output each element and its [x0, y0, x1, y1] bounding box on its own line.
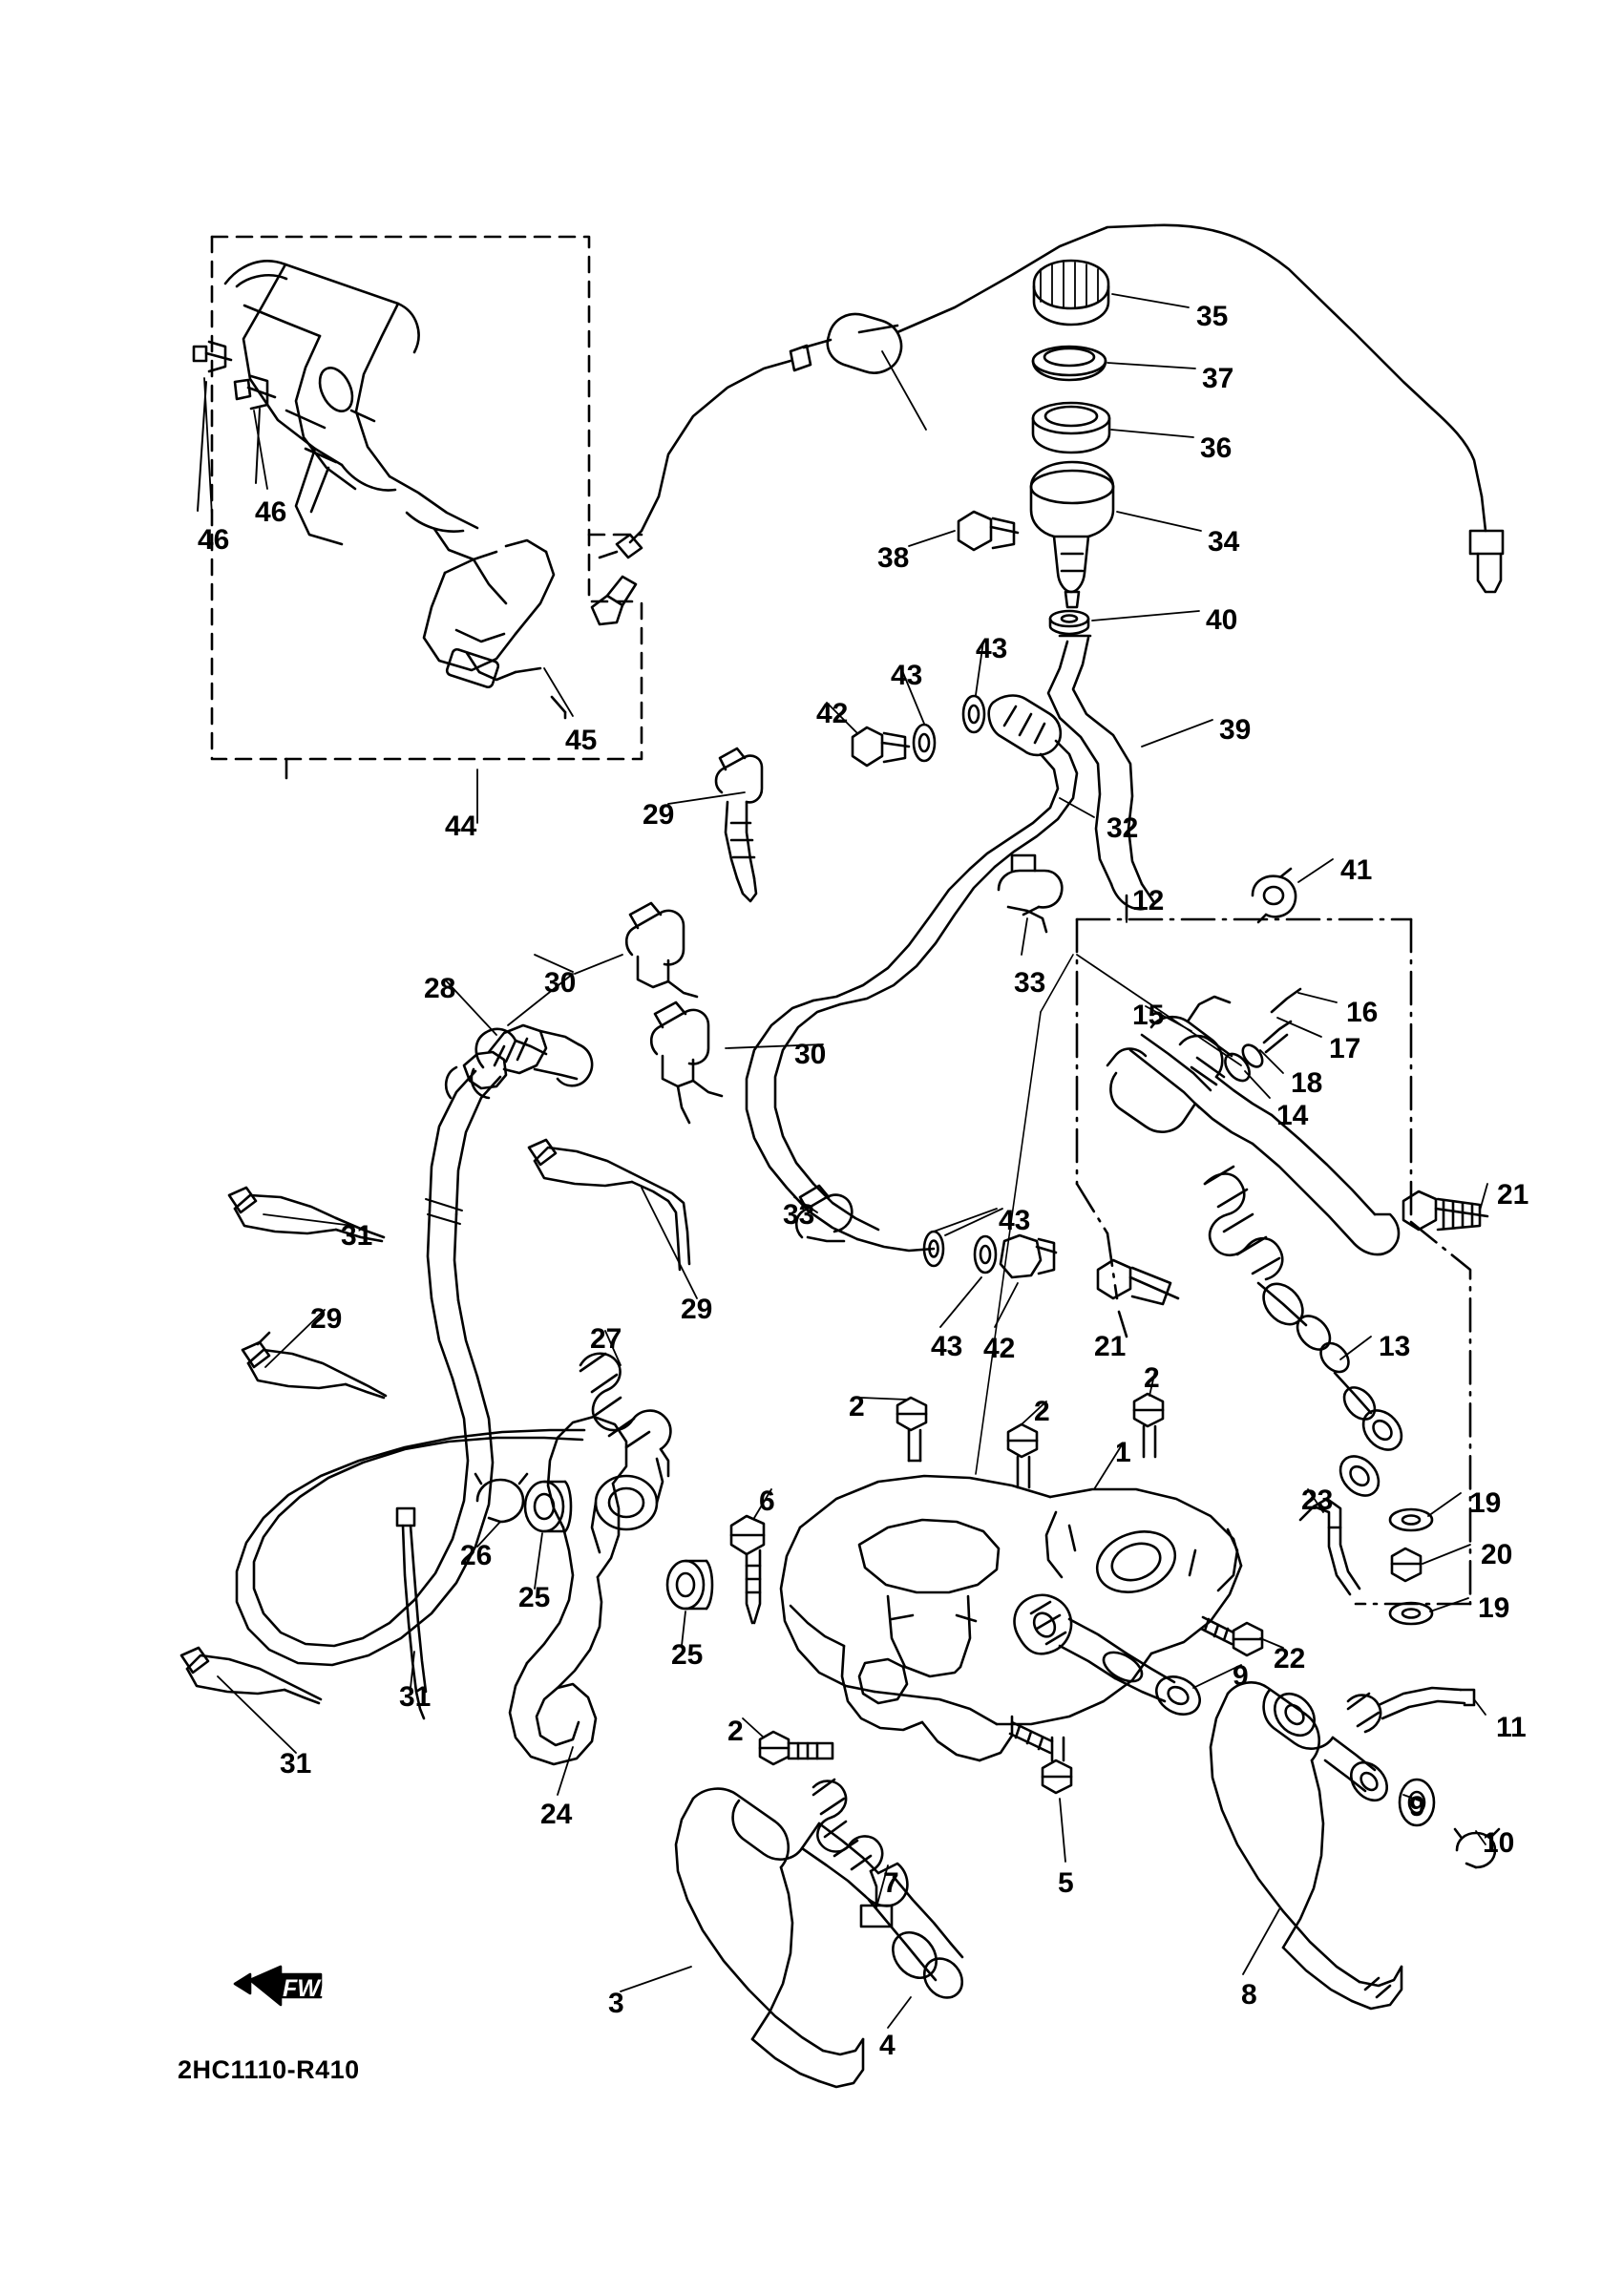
callout-14: 14	[1276, 1100, 1309, 1131]
callout-16: 16	[1346, 997, 1379, 1028]
callout-42: 42	[983, 1333, 1016, 1364]
callout-40: 40	[1206, 604, 1238, 636]
callout-7: 7	[883, 1867, 899, 1899]
callout-46: 46	[198, 524, 230, 556]
callout-15: 15	[1132, 1000, 1165, 1031]
callout-1: 1	[1115, 1437, 1131, 1468]
callout-19: 19	[1478, 1592, 1510, 1624]
callout-38: 38	[877, 542, 910, 574]
callout-10: 10	[1483, 1827, 1515, 1859]
callout-41: 41	[1340, 854, 1373, 886]
callout-42: 42	[816, 698, 849, 729]
callout-27: 27	[590, 1323, 622, 1355]
callout-24: 24	[540, 1799, 573, 1830]
callout-29: 29	[681, 1294, 713, 1325]
callout-5: 5	[1058, 1867, 1074, 1899]
callout-21: 21	[1497, 1179, 1529, 1211]
callout-30: 30	[794, 1039, 827, 1070]
callout-6: 6	[759, 1485, 775, 1517]
callout-30: 30	[544, 967, 577, 999]
callout-9: 9	[1409, 1791, 1425, 1822]
callout-2: 2	[1034, 1396, 1050, 1427]
callout-28: 28	[424, 973, 456, 1004]
callout-32: 32	[1107, 812, 1139, 844]
callout-8: 8	[1241, 1979, 1257, 2011]
callout-13: 13	[1379, 1331, 1411, 1362]
diagram-code-label: 2HC1110-R410	[178, 2055, 360, 2084]
callout-33: 33	[1014, 967, 1046, 999]
callout-34: 34	[1208, 526, 1240, 558]
callout-43: 43	[931, 1331, 963, 1362]
callout-29: 29	[643, 799, 675, 831]
callout-19: 19	[1469, 1487, 1502, 1519]
callout-2: 2	[849, 1391, 865, 1422]
callout-22: 22	[1274, 1643, 1306, 1675]
callout-43: 43	[976, 633, 1008, 664]
callout-25: 25	[671, 1639, 704, 1671]
callout-29: 29	[310, 1303, 343, 1335]
callout-37: 37	[1202, 363, 1234, 394]
callout-33: 33	[783, 1199, 815, 1231]
callout-39: 39	[1219, 714, 1252, 746]
callout-2: 2	[727, 1716, 744, 1747]
callout-31: 31	[341, 1220, 373, 1252]
callout-4: 4	[879, 2030, 896, 2061]
callout-17: 17	[1329, 1033, 1361, 1064]
callout-46: 46	[255, 496, 287, 528]
callout-25: 25	[518, 1582, 551, 1613]
callout-43: 43	[999, 1205, 1031, 1236]
callout-45: 45	[565, 725, 598, 756]
fwd-direction-label: FWD	[283, 1975, 337, 2002]
callout-18: 18	[1291, 1067, 1323, 1099]
callout-36: 36	[1200, 432, 1233, 464]
callout-26: 26	[460, 1540, 493, 1571]
callout-11: 11	[1496, 1712, 1527, 1743]
callout-23: 23	[1301, 1485, 1334, 1516]
callout-3: 3	[608, 1988, 624, 2019]
callout-12: 12	[1132, 885, 1165, 916]
callout-44: 44	[445, 811, 477, 842]
callout-31: 31	[399, 1681, 432, 1713]
callout-43: 43	[891, 660, 923, 691]
callout-20: 20	[1481, 1539, 1513, 1570]
callout-35: 35	[1196, 301, 1229, 332]
callout-2: 2	[1144, 1362, 1160, 1394]
callout-31: 31	[280, 1748, 312, 1780]
callout-21: 21	[1094, 1331, 1127, 1362]
callout-9: 9	[1233, 1660, 1249, 1692]
